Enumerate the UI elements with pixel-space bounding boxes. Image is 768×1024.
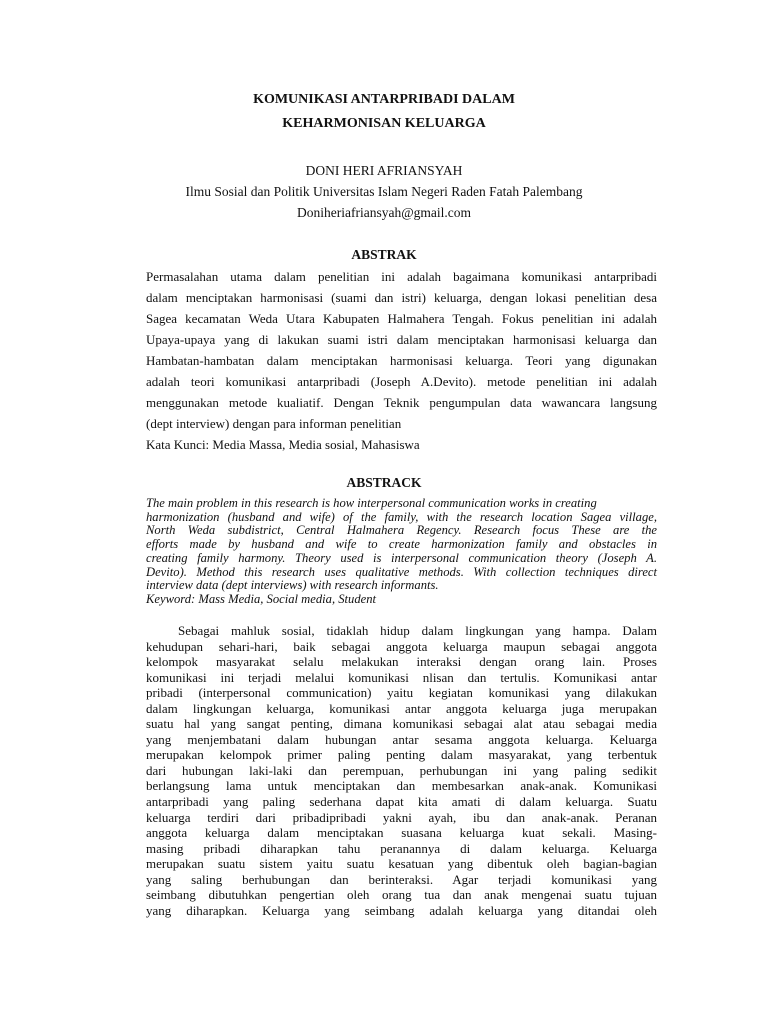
body-paragraph: [146, 623, 657, 918]
abstract-en-line: The main problem in this research is how interpersonal communication works in creating: [146, 496, 597, 510]
body-line: anggota keluarga dalam menciptakan suasana keluarga kuat sekali. Masing-: [146, 825, 657, 841]
abstract-en-line: interview data (dept interviews) with research informants.: [146, 578, 439, 593]
abstrak-keywords: Kata Kunci: Media Massa, Media sosial, Mahasiswa: [146, 437, 420, 452]
abstract-en-line: North Weda subdistrict, Central Halmahera Regency. Research focus These are the: [146, 523, 657, 538]
abstrak-line: Sagea kecamatan Weda Utara Kabupaten Halmahera Tengah. Fokus penelitian ini adalah: [146, 311, 657, 326]
body-line: Sebagai mahluk sosial, tidaklah hidup dalam lingkungan yang hampa. Dalam: [178, 623, 657, 638]
body-line: suatu hal yang sangat penting, dimana komunikasi sebagai alat atau sebagai media: [146, 716, 657, 732]
author-name: DONI HERI AFRIANSYAH: [305, 163, 463, 178]
abstract-en-line: creating family harmony. Theory used is interpersonal communication theory (Joseph A.: [146, 550, 657, 565]
abstrak-line: Permasalahan utama dalam penelitian ini adalah bagaimana komunikasi antarpribadi: [146, 269, 657, 284]
abstract-en-heading: ABSTRACK: [346, 475, 422, 490]
paper-title-line-1: KOMUNIKASI ANTARPRIBADI DALAM: [253, 92, 515, 107]
abstract-en-line: harmonization (husband and wife) of the family, with the research location Sagea village,: [146, 509, 657, 524]
abstrak-line: (dept interview) dengan para informan penelitian: [146, 416, 402, 431]
abstract-en-line: efforts made by husband and wife to create harmonization family and obstacles in: [146, 537, 657, 552]
body-line: kelompok masyarakat selalu melakukan interaksi dengan orang lain. Proses: [146, 654, 657, 670]
body-line: masing pribadi diharapkan tahu peranannya di dalam keluarga. Keluarga: [146, 840, 657, 856]
body-line: pribadi (interpersonal communication) yaitu kegiatan komunikasi yang dilakukan: [146, 685, 657, 701]
abstrak-line: Hambatan-hambatan dalam menciptakan harmonisasi keluarga. Teori yang digunakan: [146, 353, 657, 368]
body-line: merupakan kelompok primer paling penting dalam masyarakat, yang terbentuk: [146, 747, 657, 763]
abstrak-line: Upaya-upaya yang di lakukan suami istri dalam menciptakan harmonisasi keluarga dan: [146, 332, 657, 347]
body-line: seimbang dibutuhkan pengertian oleh orang tua dan anak mengenai suatu tujuan: [146, 887, 657, 903]
author-affiliation: Ilmu Sosial dan Politik Universitas Islam Negeri Raden Fatah Palembang: [185, 184, 583, 199]
abstract-en-keywords: Keyword: Mass Media, Social media, Student: [146, 591, 377, 606]
abstrak-paragraph: [146, 266, 657, 455]
body-line: merupakan suatu sistem yaitu suatu kesatuan yang dibentuk oleh bagian-bagian: [146, 856, 657, 872]
body-line: keluarga terdiri dari pribadipribadi yakni ayah, ibu dan anak-anak. Peranan: [146, 809, 657, 825]
body-line: kehudupan sehari-hari, baik sebagai anggota keluarga maupun sebagai anggota: [146, 638, 657, 654]
body-line: antarpribadi yang paling sederhana dapat kita amati di dalam keluarga. Suatu: [146, 794, 657, 810]
abstract-en-line: Devito). Method this research uses qualitative methods. With collection techniques direct: [146, 564, 657, 579]
body-line: berlangsung lama untuk menciptakan dan membesarkan anak-anak. Komunikasi: [146, 778, 657, 794]
body-line: komunikasi ini terjadi melalui komunikasi nlisan dan tertulis. Komunikasi antar: [146, 669, 657, 685]
author-email: Doniheriafriansyah@gmail.com: [296, 205, 471, 220]
body-line: yang diharapkan. Keluarga yang seimbang adalah keluarga yang ditandai oleh: [146, 902, 657, 918]
abstrak-line: menggunakan metode kualiatif. Dengan Teknik pengumpulan data wawancara langsung: [146, 395, 657, 410]
body-line: yang menjembatani dalam hubungan antar sesama anggota keluarga. Keluarga: [146, 731, 657, 747]
abstrak-line: adalah teori komunikasi antarpribadi (Joseph A.Devito). metode penelitian ini adalah: [146, 374, 657, 389]
abstrak-line: dalam menciptakan harmonisasi (suami dan istri) keluarga, dengan lokasi penelitian desa: [146, 290, 657, 305]
body-line: dalam lingkungan keluarga, komunikasi antar anggota keluarga juga merupakan: [146, 700, 657, 716]
abstrak-heading: ABSTRAK: [351, 247, 417, 262]
body-line: yang saling berhubungan dan berinteraksi. Agar terjadi komunikasi yang: [146, 871, 657, 887]
abstract-en-paragraph: [146, 497, 657, 607]
paper-title-line-2: KEHARMONISAN KELUARGA: [282, 116, 486, 131]
body-line: dari hubungan laki-laki dan perempuan, perhubungan ini yang paling sedikit: [146, 762, 657, 778]
